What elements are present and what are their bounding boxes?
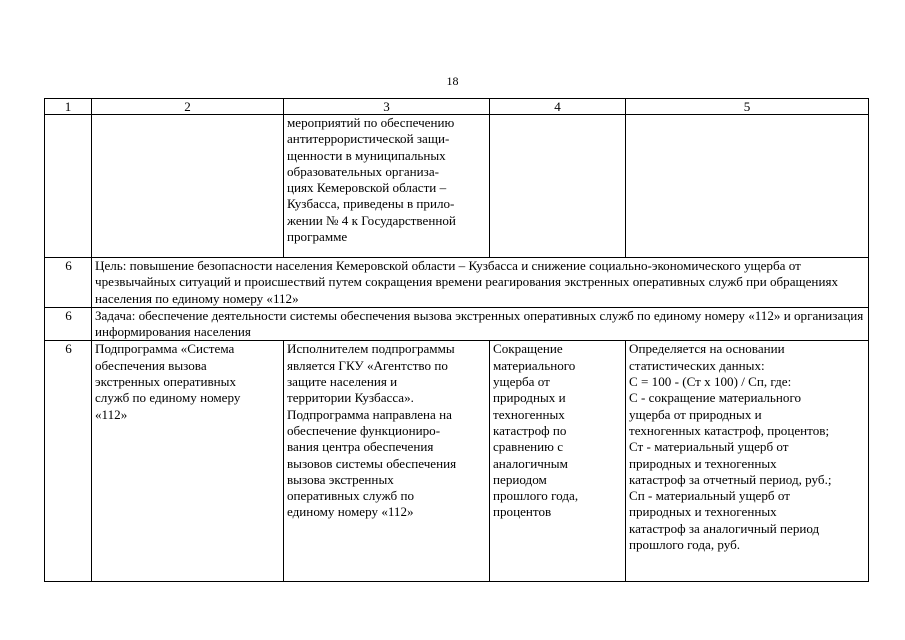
table-cell-measures-text: мероприятий по обеспечению антитеррористической защи- щенности в муниципальных образовательных организа- циях Кемеровской области – Кузбасса, приведены в прило- жении № 4 к Государственной программе bbox=[284, 115, 490, 258]
row-number: 6 bbox=[45, 258, 92, 308]
page-number: 18 bbox=[446, 74, 459, 88]
table-cell bbox=[45, 115, 92, 258]
task-text: Задача: обеспечение деятельности системы обеспечения вызова экстренных оперативных служб по единому номеру «112» и организация информирования населения bbox=[92, 307, 869, 341]
column-number-4: 4 bbox=[490, 99, 626, 115]
column-number-3: 3 bbox=[284, 99, 490, 115]
row-number: 6 bbox=[45, 307, 92, 341]
table-row-subprogram bbox=[45, 341, 869, 582]
indicator-name: Сокращение материального ущерба от природных и техногенных катастроф по сравнению с аналогичным периодом прошлого года, процентов bbox=[490, 341, 626, 582]
column-number-1: 1 bbox=[45, 99, 92, 115]
subprogram-name: Подпрограмма «Система обеспечения вызова экстренных оперативных служб по единому номеру «112» bbox=[92, 341, 284, 582]
goal-text: Цель: повышение безопасности населения Кемеровской области – Кузбасса и снижение социально-экономического ущерба от чрезвычайных ситуаций и происшествий путем сокращения времени реагирования экстренных оперативных служб при обращениях населения по единому номеру «112» bbox=[92, 258, 869, 308]
indicators-table bbox=[44, 98, 869, 582]
table-cell bbox=[92, 115, 284, 258]
indicator-method: Определяется на основании статистических данных: С = 100 - (Ст x 100) / Сп, где: С - сокращение материального ущерба от природных и техногенных катастроф, процентов; Ст - материальный ущерб от природных и техногенных катастроф за отчетный период, руб.; Сп - материальный ущерб от природных и техногенных катастроф за аналогичный период прошлого года, руб. bbox=[626, 341, 869, 582]
table-row-task bbox=[45, 307, 869, 341]
column-number-5: 5 bbox=[626, 99, 869, 115]
table-cell bbox=[490, 115, 626, 258]
table-row-goal bbox=[45, 258, 869, 308]
subprogram-description: Исполнителем подпрограммы является ГКУ «Агентство по защите населения и территории Кузбасса». Подпрограмма направлена на обеспечение функциониро- вания центра обеспечения вызовов системы обеспечения вызова экстренных оперативных служб по единому номеру «112» bbox=[284, 341, 490, 582]
table-row-continuation bbox=[45, 115, 869, 258]
column-number-header-row bbox=[45, 99, 869, 115]
column-number-2: 2 bbox=[92, 99, 284, 115]
table-cell bbox=[626, 115, 869, 258]
row-number: 6 bbox=[45, 341, 92, 582]
